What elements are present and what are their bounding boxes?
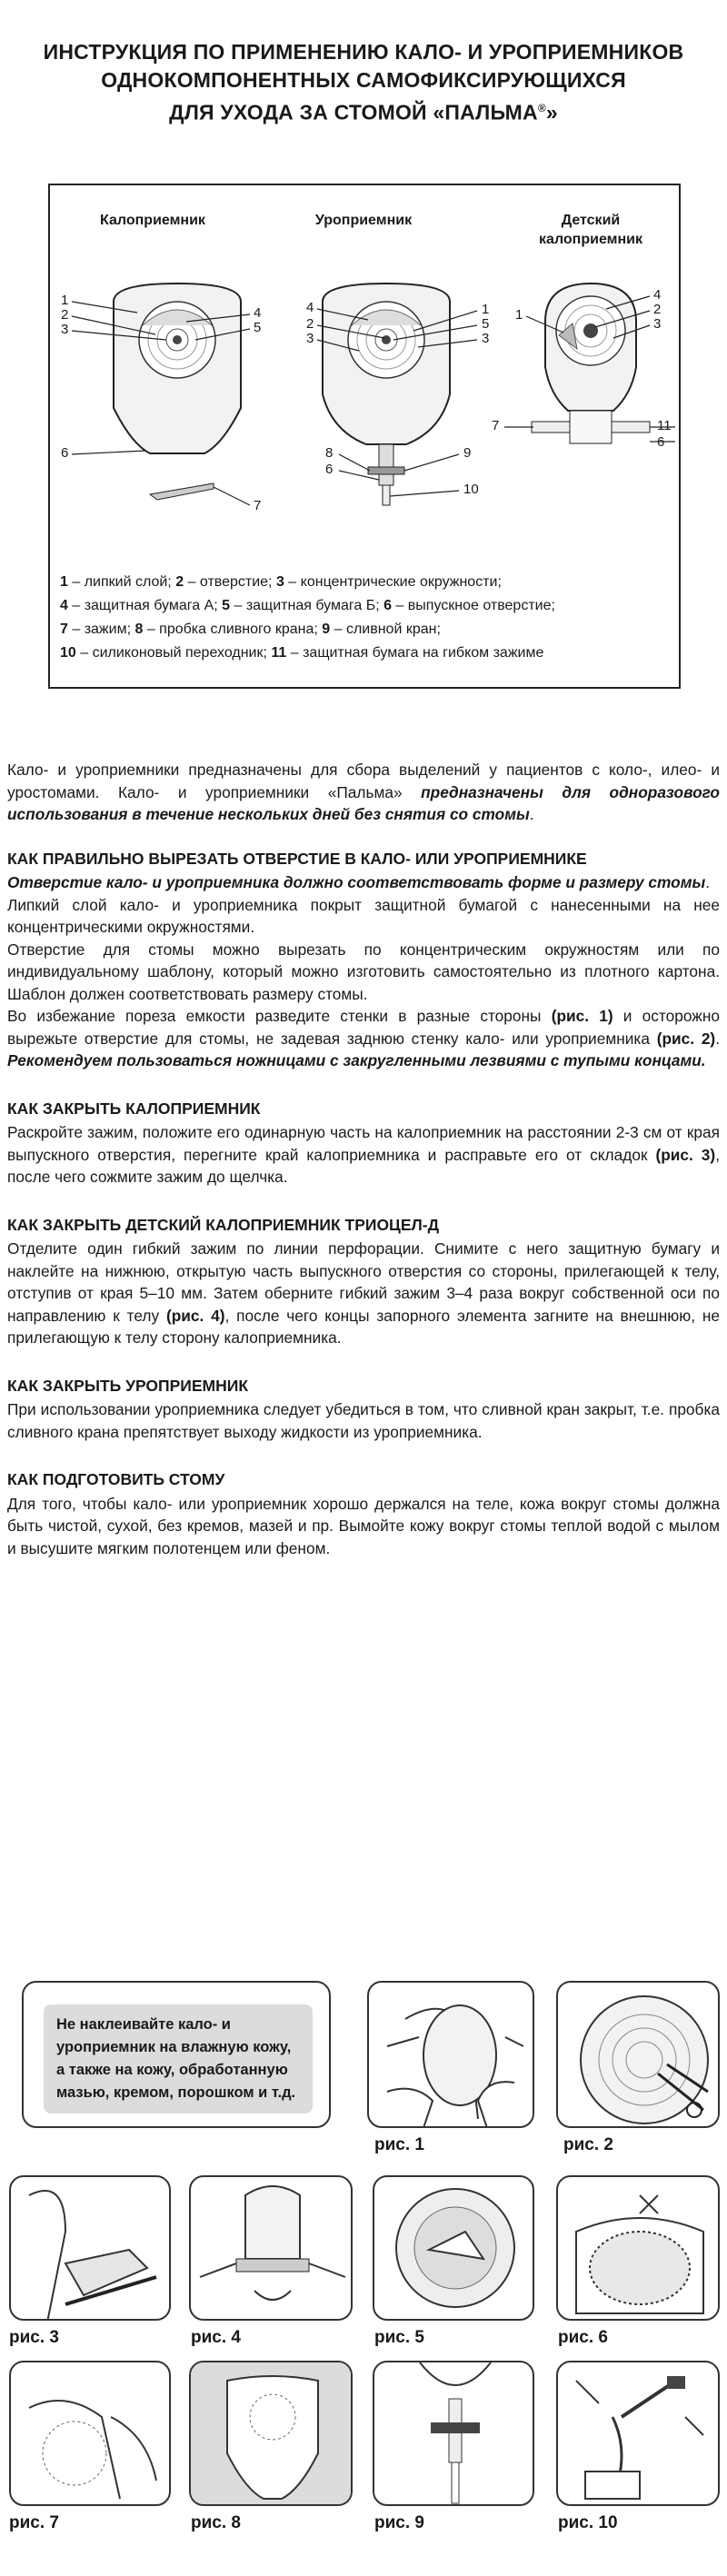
figure-6-image bbox=[556, 2175, 720, 2321]
legend-line-2: 4 – защитная бумага А; 5 – защитная бумага Б; 6 – выпускное отверстие; bbox=[60, 598, 555, 613]
close-colostomy-paragraph: Раскройте зажим, положите его одинарную часть на калоприемник на расстоянии 2-3 см от края выпускного отверстия, перегните край калоприемника и расправьте его от складок (рис. 3), после чего сожмите зажим до щелчка. bbox=[7, 1123, 720, 1186]
child-bag-drawing bbox=[532, 283, 650, 443]
heading-close-child: КАК ЗАКРЫТЬ ДЕТСКИЙ КАЛОПРИЕМНИК ТРИОЦЕЛ-Д bbox=[7, 1215, 440, 1234]
heading-close-urostomy: КАК ЗАКРЫТЬ УРОПРИЕМНИК bbox=[7, 1376, 248, 1395]
label-urostomy-bag: Уроприемник bbox=[314, 213, 413, 228]
callout-5-uro: 5 bbox=[482, 316, 490, 332]
callout-2-left: 2 bbox=[61, 307, 69, 323]
caption-fig-3: рис. 3 bbox=[9, 2328, 59, 2347]
cut-paragraph-2: Отверстие для стомы можно вырезать по концентрическим окружностям или по индивидуальному шаблону, который можно изготовить самостоятельно из плотного картона. Шаблон должен соответствовать размеру стомы. bbox=[7, 940, 720, 1003]
callout-4-mid: 4 bbox=[254, 305, 262, 321]
figure-3-image bbox=[9, 2175, 171, 2321]
figure-4-image bbox=[189, 2175, 353, 2321]
caption-fig-10: рис. 10 bbox=[558, 2513, 618, 2532]
caption-fig-8: рис. 8 bbox=[191, 2513, 241, 2532]
legend-line-3: 7 – зажим; 8 – пробка сливного крана; 9 – сливной кран; bbox=[60, 622, 441, 637]
caption-fig-4: рис. 4 bbox=[191, 2328, 241, 2347]
caption-fig-1: рис. 1 bbox=[374, 2135, 424, 2154]
cut-paragraph-1: Липкий слой кало- и уроприемника покрыт защитной бумагой с нанесенными на нее концентрическими окружностями. bbox=[7, 895, 720, 936]
prepare-stoma-paragraph: Для того, чтобы кало- или уроприемник хорошо держался на теле, кожа вокруг стомы должна быть чистой, сухой, без кремов, мазей и пр. Вымойте кожу вокруг стомы теплой водой с мылом и высушите мягким полотенцем или феном. bbox=[7, 1494, 720, 1557]
cut-emphasis: Отверстие кало- и уроприемника должно соответствовать форме и размеру стомы. bbox=[7, 873, 711, 891]
warning-box bbox=[22, 1981, 331, 2128]
figure-2-image bbox=[556, 1981, 720, 2128]
callout-7-child: 7 bbox=[492, 418, 500, 433]
callout-7-left: 7 bbox=[254, 498, 262, 513]
callout-1-left: 1 bbox=[61, 293, 69, 308]
bags-illustration bbox=[50, 249, 679, 612]
callout-3b-uro: 3 bbox=[306, 331, 314, 346]
legend-line-4: 10 – силиконовый переходник; 11 – защитная бумага на гибком зажиме bbox=[60, 645, 544, 661]
callout-11-child: 11 bbox=[657, 418, 672, 433]
callout-1-child: 1 bbox=[515, 307, 523, 323]
caption-fig-5: рис. 5 bbox=[374, 2328, 424, 2347]
callout-6-uro: 6 bbox=[325, 462, 334, 477]
label-child-bag: Детский калоприемник bbox=[539, 213, 642, 247]
callout-8-uro: 8 bbox=[325, 445, 334, 461]
figure-1-image bbox=[367, 1981, 534, 2128]
colostomy-bag-drawing bbox=[114, 283, 241, 500]
label-colostomy-bag: Калоприемник bbox=[100, 213, 205, 228]
heading-close-colostomy: КАК ЗАКРЫТЬ КАЛОПРИЕМНИК bbox=[7, 1099, 261, 1118]
figure-9-image bbox=[373, 2361, 534, 2506]
callout-6-child: 6 bbox=[657, 434, 665, 450]
callout-3-left: 3 bbox=[61, 322, 69, 337]
urostomy-bag-drawing bbox=[323, 283, 450, 505]
diagram-legend bbox=[60, 571, 555, 665]
callout-9-uro: 9 bbox=[463, 445, 472, 461]
figure-7-image bbox=[9, 2361, 171, 2506]
callout-1-uro: 1 bbox=[482, 302, 490, 317]
title-line-3: ДЛЯ УХОДА ЗА СТОМОЙ «ПАЛЬМА®» bbox=[169, 100, 558, 124]
figure-8-image bbox=[189, 2361, 353, 2506]
heading-cut-opening: КАК ПРАВИЛЬНО ВЫРЕЗАТЬ ОТВЕРСТИЕ В КАЛО- ИЛИ УРОПРИЕМНИКЕ bbox=[7, 849, 587, 868]
intro-paragraph: Кало- и уроприемники предназначены для сбора выделений у пациентов с коло-, илео- и уростомами. Кало- и уроприемники «Пальма» предназначены для одноразового использования в течение нескольких дней без снятия со стомы. bbox=[7, 761, 720, 823]
caption-fig-6: рис. 6 bbox=[558, 2328, 608, 2347]
callout-4-uro: 4 bbox=[306, 300, 314, 315]
callout-5-mid: 5 bbox=[254, 320, 262, 335]
close-urostomy-paragraph: При использовании уроприемника следует убедиться в том, что сливной кран закрыт, т.е. пробка сливного крана препятствует выходу жидкости из уроприемника. bbox=[7, 1400, 720, 1441]
heading-prepare-stoma: КАК ПОДГОТОВИТЬ СТОМУ bbox=[7, 1470, 225, 1488]
close-child-paragraph: Отделите один гибкий зажим по линии перфорации. Снимите с него защитную бумагу и наклейте на нижнюю, открытую часть выпускного отверстия со стороны, прилегающей к телу, отступив от края 5–10 мм. Затем оберните гибкий зажим 3–4 раза вокруг собственной оси по направлению к телу (рис. 4), после чего концы запорного элемента загните на внешнюю, не прилегающую к телу сторону калоприемника. bbox=[7, 1239, 720, 1347]
figure-10-image bbox=[556, 2361, 720, 2506]
instructions-body bbox=[7, 759, 720, 1559]
figure-5-image bbox=[373, 2175, 534, 2321]
callout-4-child: 4 bbox=[653, 287, 662, 303]
legend-line-1: 1 – липкий слой; 2 – отверстие; 3 – концентрические окружности; bbox=[60, 574, 502, 590]
document-title bbox=[18, 38, 709, 127]
warning-text: Не наклеивайте кало- и уроприемник на влажную кожу, а также на кожу, обработанную мазью, кремом, порошком и т.д. bbox=[44, 2004, 313, 2114]
cut-paragraph-3: Во избежание пореза емкости разведите стенки в разные стороны (рис. 1) и осторожно вырежьте отверстие для стомы, не задевая заднюю стенку кало- или уроприемника (рис. 2). Рекомендуем пользоваться ножницами с закругленными лезвиями с тупыми концами. bbox=[7, 1007, 720, 1069]
callout-2-child: 2 bbox=[653, 302, 662, 317]
caption-fig-2: рис. 2 bbox=[563, 2135, 613, 2154]
title-line-2: ОДНОКОМПОНЕНТНЫХ САМОФИКСИРУЮЩИХСЯ bbox=[101, 68, 626, 92]
caption-fig-9: рис. 9 bbox=[374, 2513, 424, 2532]
callout-10-uro: 10 bbox=[463, 482, 479, 497]
callout-2-uro: 2 bbox=[306, 316, 314, 332]
callout-6-left: 6 bbox=[61, 445, 69, 461]
callout-3-child: 3 bbox=[653, 316, 662, 332]
title-line-1: ИНСТРУКЦИЯ ПО ПРИМЕНЕНИЮ КАЛО- И УРОПРИЕМНИКОВ bbox=[43, 40, 684, 64]
callout-3-uro: 3 bbox=[482, 331, 490, 346]
caption-fig-7: рис. 7 bbox=[9, 2513, 59, 2532]
